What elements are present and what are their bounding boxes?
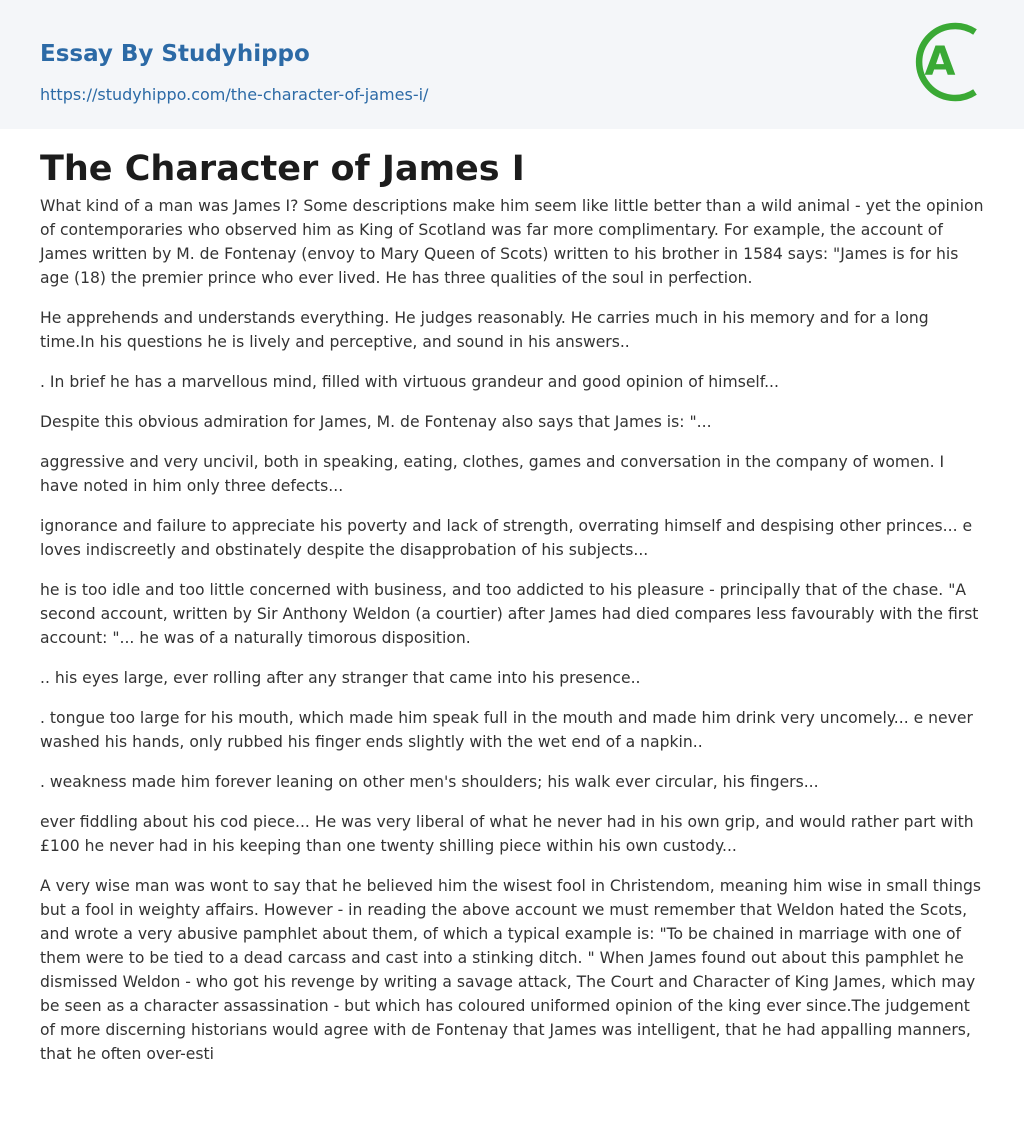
paragraph: aggressive and very uncivil, both in speaking, eating, clothes, games and conversation in the company of women. I have noted in him only three defects... [40,453,945,495]
paragraph: . weakness made him forever leaning on other men's shoulders; his walk ever circular, his fingers... [40,773,819,791]
paragraph: ever fiddling about his cod piece... He was very liberal of what he never had in his own grip, and would rather part with £100 he never had in his keeping than one twenty shilling piece within his own custody... [40,813,974,855]
paragraph: . In brief he has a marvellous mind, filled with virtuous grandeur and good opinion of himself... [40,373,779,391]
paragraph: A very wise man was wont to say that he believed him the wisest fool in Christendom, meaning him wise in small things but a fool in weighty affairs. However - in reading the above account we must remember that Weldon hated the Scots, and wrote a very abusive pamphlet about them, of which a typical example is: "To be chained in marriage with one of them were to be tied to a dead carcass and cast into a stinking ditch. " When James found out about this pamphlet he dismissed Weldon - who got his revenge by writing a savage attack, The Court and Character of King James, which may be seen as a character assassination - but which has coloured uniformed opinion of the king ever since.The judgement of more discerning historians would agree with de Fontenay that James was intelligent, that he had appalling manners, that he often over-esti [40,877,982,1063]
studyhippo-logo-icon[interactable] [910,18,988,106]
page-url-link[interactable]: https://studyhippo.com/the-character-of-james-i/ [40,85,429,104]
paragraph: .. his eyes large, ever rolling after any stranger that came into his presence.. [40,669,641,687]
article [0,129,1024,1066]
logo-letter: A [924,39,956,85]
paragraph: He apprehends and understands everything. He judges reasonably. He carries much in his memory and for a long time.In his questions he is lively and perceptive, and sound in his answers.. [40,309,929,351]
paragraph: What kind of a man was James I? Some descriptions make him seem like little better than a wild animal - yet the opinion of contemporaries who observed him as King of Scotland was far more complimentary. For example, the account of James written by M. de Fontenay (envoy to Mary Queen of Scots) written to his brother in 1584 says: "James is for his age (18) the premier prince who ever lived. He has three qualities of the soul in perfection. [40,197,984,287]
article-title: The Character of James I [40,149,525,189]
site-brand[interactable]: Essay By Studyhippo [40,41,310,67]
paragraph: Despite this obvious admiration for James, M. de Fontenay also says that James is: "... [40,413,712,431]
paragraph: he is too idle and too little concerned with business, and too addicted to his pleasure - principally that of the chase. "A second account, written by Sir Anthony Weldon (a courtier) after James had died compares less favourably with the first account: "... he was of a naturally timorous disposition. [40,581,979,647]
paragraph: ignorance and failure to appreciate his poverty and lack of strength, overrating himself and despising other princes... e loves indiscreetly and obstinately despite the disapprobation of his subjects... [40,517,973,559]
paragraph: . tongue too large for his mouth, which made him speak full in the mouth and made him drink very uncomely... e never washed his hands, only rubbed his finger ends slightly with the wet end of a napkin.. [40,709,973,751]
site-header [0,0,1024,129]
